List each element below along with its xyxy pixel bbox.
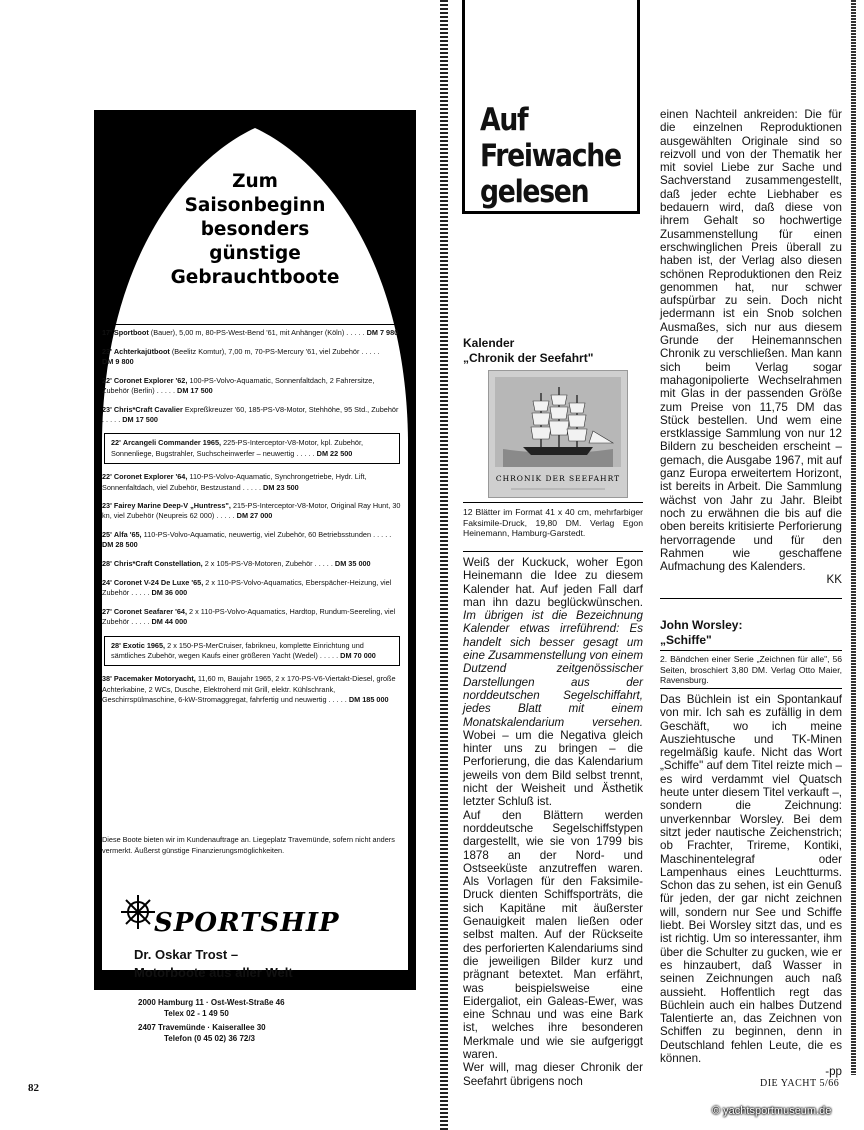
boat-listing: 23' Chris*Craft Cavalier Expreßkreuzer '60, 185-PS-V8-Motor, Stehhöhe, 95 Std., Zubehör . . . . . DM 17 500 — [102, 404, 399, 424]
ad-note: Diese Boote bieten wir im Kundenauftrage an. Liegeplatz Travemünde, sofern nicht anders vermerkt. Äußerst günstige Finanzierungsmöglichkeiten. — [102, 835, 395, 855]
boat-price: DM 17 500 — [122, 414, 158, 424]
calendar-cover-title: CHRONIK DER SEEFAHRT — [495, 474, 621, 483]
review2-caption: 2. Bändchen einer Serie „Zeichnen für alle", 56 Seiten, broschiert 3,80 DM. Verlag Otto Maier, Ravensburg. — [660, 654, 842, 685]
boat-price: DM 70 000 — [340, 650, 376, 660]
telex: Telex 02 - 1 49 50 — [164, 1009, 229, 1018]
boat-length: 25' — [102, 530, 112, 540]
boat-name: Sportboot — [113, 328, 149, 337]
ad-headline-4: günstige — [209, 243, 301, 264]
boat-listing: 25' Alfa '65, 110-PS-Volvo-Aquamatic, neuwertig, viel Zubehör, 60 Betriebsstunden . . . . . DM 28 500 — [102, 530, 392, 550]
review2-heading — [660, 618, 842, 648]
ad-divider — [102, 324, 406, 325]
review1-para1a: Weiß der Kuckuck, woher Egon Heinemann die Idee zu diesem Kalender hat. Auf jeden Fall darf man ihn dazu beglückwünschen. — [463, 556, 643, 609]
boat-price: DM 28 500 — [102, 540, 138, 550]
review1-body — [463, 556, 643, 1088]
page-edge — [851, 0, 856, 1075]
column-title — [480, 102, 621, 210]
boat-price: DM 44 000 — [151, 616, 188, 626]
review1-para1c: Wobei – um die Negativa gleich hinter uns zu bringen – die Perforierung, die das Kalendarium jeweils von dem Bild selbst trennt, nicht der Weisheit und Ästhetik letzter Schluß ist. — [463, 728, 643, 809]
page-gutter — [440, 0, 448, 1130]
review1-heading-line1: Kalender — [463, 336, 515, 350]
ad-headline-5: Gebrauchtboote — [170, 267, 340, 288]
divider — [660, 598, 842, 599]
boat-length: 22' — [111, 438, 121, 448]
review1-caption: 12 Blätter im Format 41 x 40 cm, mehrfarbiger Faksimile-Druck, 19,80 DM. Verlag Egon Heinemann, Hamburg-Garstedt. — [463, 507, 643, 538]
boat-price: DM 36 000 — [151, 587, 188, 597]
boat-description: (Beelitz Komtur), 7,00 m, 70-PS-Mercury '61, viel Zubehör — [171, 346, 360, 356]
advertisement — [94, 110, 416, 1043]
boat-length: 23' — [102, 346, 112, 356]
boat-description: 2 x 150-PS-MerCruiser, fabrikneu, komplette Einrichtung und sämtliches Zubehör, wegen Kaufs einer größeren Yacht (Wedel) — [111, 640, 364, 660]
ad-headline-3: besonders — [200, 219, 310, 240]
boat-length: 38' — [102, 674, 112, 684]
boat-description: 11,60 m, Baujahr 1965, 2 x 170-PS-V6-Viertakt-Diesel, große Achterkabine, 2 WCs, Dusche, Elektroherd mit Grill, elektr. Kühlschrank, Geschirrspülmaschine, 6-kW-Stromaggregat, fahrfertig und neuwertig — [102, 674, 396, 704]
watermark: © yachtsportmuseum.de — [712, 1105, 832, 1117]
boat-length: 27' — [102, 606, 112, 616]
boat-listing: 24' Coronet V-24 De Luxe '65, 2 x 110-PS-Volvo-Aquamatics, Eberspächer-Heizung, viel Zubehör . . . . . DM 36 000 — [102, 577, 392, 597]
boat-name: Pacemaker Motoryacht, — [113, 674, 196, 684]
calendar-cover-image — [488, 370, 628, 498]
boat-listing: 28' Exotic 1965, 2 x 150-PS-MerCruiser, fabrikneu, komplette Einrichtung und sämtliches Zubehör, wegen Kaufs einer größeren Yacht (Wedel) . . . . . DM 70 000 — [104, 636, 400, 666]
boat-length: 24' — [102, 577, 112, 587]
boat-name: Arcangeli Commander 1965, — [122, 438, 222, 448]
review2-text: Das Büchlein ist ein Spontankauf von mir. Ich sah es zufällig in dem Geschäft, wo ich meine Ausziehtusche und TK-Minen regelmäßig kaufe. Nicht das Wort „Schiffe" auf dem Titel reizte mich – es wird verdammt viel Quatsch heute unter diesem Titel verkauft –, sondern die Zeichnung: unverkennbar Worsley. Bei dem sitzt jeder nautische Zeichenstrich; ob Frachter, Trireme, Kontiki, Maschinentelegraf oder Lampenhaus eines Leuchtturms. Schon das zu sehen, ist ein Genuß für jeden, der gar nicht zeichnen will, sondern nur See und Schiffe liebt. Bei Worsley sitzt das, und es ist richtig. Um so interessanter, ihm über die Schulter zu gucken, wie er es hinzaubert, daß Wasser in seinen Zeichnungen auch naß aussieht. Hoffentlich regt das Büchlein auch ein halbes Dutzend Talentierte an, das Zeichnen von Schiffen zu beginnen, denn in Deutschland fehlen Leute, die es können. — [660, 693, 842, 1066]
address-travemuende: 2407 Travemünde · Kaiserallee 30 — [138, 1023, 266, 1032]
column-title-line1: Auf — [480, 102, 528, 138]
divider — [660, 650, 842, 651]
boat-name: Exotic 1965, — [122, 640, 166, 650]
boat-price: DM 7 980 — [366, 328, 399, 337]
review1-continued — [660, 108, 842, 587]
review1-initials: KK — [826, 573, 842, 587]
review2-heading-line1: John Worsley: — [660, 618, 743, 632]
boat-price: DM 23 500 — [263, 482, 299, 492]
boat-name: Coronet Explorer '62, — [113, 375, 188, 385]
boat-description: (Bauer), 5,00 m, 80-PS-West-Bend '61, mit Anhänger (Köln) — [150, 328, 345, 337]
review1-continuation: einen Nachteil ankreiden: Die für die einzelnen Reproduktionen ausgewählten Originale sind so reizvoll und von der Thematik her mit soviel Liebe zur Sache und Sachverstand zusammengestellt, daß jeder echte Liebhaber es bedauern wird, daß diese von ihrem Gehalt so hochwertige Zusammenstellung für einen erschwinglichen Preis überall zu haben ist, der Verlag also diesen schönen Reproduktionen den Reiz genommen hat, nur schwer aufspürbar zu sein. Doch nicht jedermann ist ein Snob solchen Ausmaßes, sich nur aus diesem Grunde der Heinemannschen Chronik zu verschließen. Man kann sich beim Verlag sogar mahagonipolierte Wechselrahmen mit Glas in der passenden Größe zum Preise von 11,75 DM das Stück bestellen. Und wem eine erstklassige Sammlung von nur 12 Bildern zu bescheiden erscheint – gemach, die Ausgabe 1967, mit auf ganz Europa erweitertem Horizont, ist bereits in Arbeit. Die Sammlung wächst von Jahr zu Jahr. Bleibt noch zu erwähnen die bis auf die oben bereits kritisierte Perforierung hervorragende und für den Rahmen wie geschaffene Aufmachung des Kalenders. — [660, 108, 842, 574]
boat-length: 28' — [111, 640, 121, 650]
telephone: Telefon (0 45 02) 36 72/3 — [164, 1034, 256, 1043]
boat-description: 100-PS-Volvo-Aquamatic, Sonnenfaltdach, 2 Fahrersitze, Zubehör (Berlin) — [102, 375, 375, 395]
boat-listing: 17' Sportboot (Bauer), 5,00 m, 80-PS-West-Bend '61, mit Anhänger (Köln) . . . . . DM 7 980 — [102, 328, 399, 337]
boat-listing: 23' Fairey Marine Deep-V „Huntress", 215-PS-Interceptor-V8-Motor, Original Ray Hunt, 30 kn, viel Zubehör (Neupreis 62 000) . . . . . DM 27 000 — [102, 501, 401, 521]
boat-listing: 22' Arcangeli Commander 1965, 225-PS-Interceptor-V8-Motor, kpl. Zubehör, Sonnenliege, Bugstrahler, Suchscheinwerfer – neuwertig . . . . . DM 22 500 — [104, 433, 400, 463]
boat-list — [102, 328, 402, 714]
boat-length: 23' — [102, 404, 112, 414]
divider — [463, 551, 643, 552]
boat-price: DM 185 000 — [348, 694, 389, 704]
divider — [463, 502, 643, 503]
boat-listing: 27' Coronet Seafarer '64, 2 x 110-PS-Volvo-Aquamatics, Hardtop, Rundum-Seereling, viel Zubehör . . . . . DM 44 000 — [102, 606, 396, 626]
page-number: 82 — [28, 1082, 39, 1094]
sportship-logo: SPORTSHIP — [154, 908, 340, 938]
boat-description: 2 x 105-PS-V8-Motoren, Zubehör — [204, 559, 313, 569]
review1-para2: Auf den Blättern werden norddeutsche Segelschiffstypen dargestellt, wie sie von 1799 bis 1878 an der Nord- und Ostseeküste anzutreffen waren. Als Vorlagen für den Faksimile-Druck dienten Schiffsporträts, die sich Kapitäne mit äußerster Genauigkeit malen ließen oder selbst malten. Auf der Rückseite des perforierten Kalendariums sind die jeweiligen Bilder kurz und prägnant betextet. Man erfährt, was beispielsweise eine Eidergaliot, ein Galeas-Ewer, was eine Schnau und was eine Bark ist, welches ihre besonderen Merkmale und wie sie aufgeriggt waren. — [463, 808, 643, 1061]
boat-name: Chris*Craft Constellation, — [113, 559, 203, 569]
review2-body — [660, 693, 842, 1079]
firm-name-line2: Motorboote aus aller Welt — [134, 965, 293, 980]
review1-para1b: Im übrigen ist die Bezeichnung Kalender etwas irreführend: Es handelt sich besser gesagt um eine Zusammenstellung von einem Dutzend zeitgenössischer Darstellungen aus der norddeutschen Segelschiffahrt, jedes Blatt mit einem Monatskalendarium versehen. — [463, 609, 643, 729]
boat-name: Coronet Seafarer '64, — [113, 606, 188, 616]
boat-description: 2 x 110-PS-Volvo-Aquamatics, Hardtop, Rundum-Seereling, viel Zubehör — [102, 606, 396, 626]
magazine-issue: DIE YACHT 5/66 — [760, 1078, 840, 1089]
boat-description: 2 x 110-PS-Volvo-Aquamatics, Eberspächer-Heizung, viel Zubehör — [102, 577, 392, 597]
boat-name: Chris*Craft Cavalier — [113, 404, 183, 414]
boat-length: 22' — [102, 375, 112, 385]
boat-price: DM 9 800 — [102, 356, 134, 366]
review1-heading — [463, 336, 643, 366]
review2-heading-line2: „Schiffe" — [660, 633, 712, 647]
boat-name: Fairey Marine Deep-V „Huntress", — [113, 501, 231, 511]
boat-name: Coronet Explorer '64, — [113, 472, 188, 482]
boat-name: Achterkajütboot — [113, 346, 170, 356]
ad-headline-1: Zum — [232, 171, 278, 192]
boat-price: DM 17 500 — [177, 385, 213, 395]
boat-name: Alfa '65, — [113, 530, 142, 540]
boat-length: 17' — [102, 328, 112, 337]
boat-description: 215-PS-Interceptor-V8-Motor, Original Ray Hunt, 30 kn, viel Zubehör (Neupreis 62 000) — [102, 501, 401, 521]
boat-description: 110-PS-Volvo-Aquamatic, Synchrongetriebe, Hydr. Lift, Sonnenfaltdach, viel Zubehör, Bestzustand — [102, 472, 367, 492]
column-title-line2: Freiwache — [480, 138, 621, 174]
boat-description: 225-PS-Interceptor-V8-Motor, kpl. Zubehör, Sonnenliege, Bugstrahler, Suchscheinwerfer – neuwertig — [111, 438, 364, 458]
boat-name: Coronet V-24 De Luxe '65, — [113, 577, 204, 587]
column-title-line3: gelesen — [480, 174, 589, 210]
boat-description: 110-PS-Volvo-Aquamatic, neuwertig, viel Zubehör, 60 Betriebsstunden — [143, 530, 372, 540]
boat-listing: 23' Achterkajütboot (Beelitz Komtur), 7,00 m, 70-PS-Mercury '61, viel Zubehör . . . . . DM 9 800 — [102, 346, 380, 366]
boat-length: 28' — [102, 559, 112, 569]
ad-headline-2: Saisonbeginn — [184, 195, 326, 216]
boat-listing: 22' Coronet Explorer '62, 100-PS-Volvo-Aquamatic, Sonnenfaltdach, 2 Fahrersitze, Zubehör (Berlin) . . . . . DM 17 500 — [102, 375, 375, 395]
address-hamburg: 2000 Hamburg 11 · Ost-West-Straße 46 — [138, 998, 285, 1007]
boat-listing: 38' Pacemaker Motoryacht, 11,60 m, Baujahr 1965, 2 x 170-PS-V6-Viertakt-Diesel, große Achterkabine, 2 WCs, Dusche, Elektroherd mit Grill, elektr. Kühlschrank, Geschirrspülmaschine, 6-kW-Stromaggregat, fahrfertig und neuwertig . . . . . DM 185 000 — [102, 674, 396, 704]
review1-para3: Wer will, mag dieser Chronik der Seefahrt übrigens noch — [463, 1061, 643, 1088]
firm-name-line1: Dr. Oskar Trost – — [134, 947, 239, 962]
firm-name — [134, 946, 293, 982]
boat-listing: 28' Chris*Craft Constellation, 2 x 105-PS-V8-Motoren, Zubehör . . . . . DM 35 000 — [102, 559, 371, 569]
boat-length: 23' — [102, 501, 112, 511]
divider — [660, 688, 842, 689]
review2-initials: -pp — [825, 1065, 842, 1079]
boat-price: DM 27 000 — [236, 511, 273, 521]
review1-heading-line2: „Chronik der Seefahrt" — [463, 351, 594, 365]
boat-listing: 22' Coronet Explorer '64, 110-PS-Volvo-Aquamatic, Synchrongetriebe, Hydr. Lift, Sonnenfaltdach, viel Zubehör, Bestzustand . . . . . DM 23 500 — [102, 472, 367, 492]
boat-length: 22' — [102, 472, 112, 482]
boat-price: DM 35 000 — [334, 559, 371, 569]
boat-description: Expreßkreuzer '60, 185-PS-V8-Motor, Stehhöhe, 95 Std., Zubehör — [184, 404, 399, 414]
boat-price: DM 22 500 — [316, 448, 353, 458]
